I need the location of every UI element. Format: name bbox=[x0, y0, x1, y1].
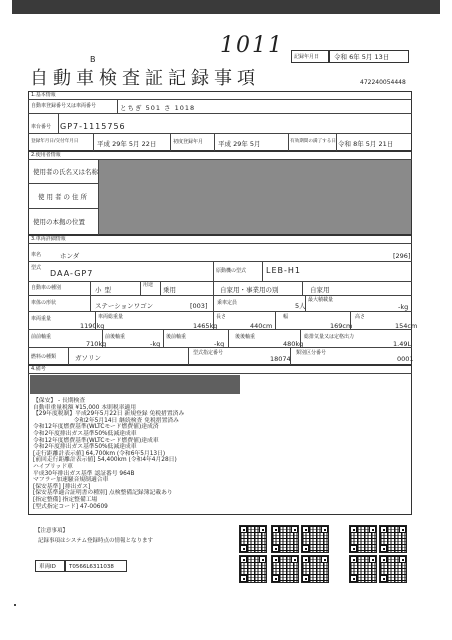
type-value: 小型 bbox=[95, 286, 114, 294]
use-value: 乗用 bbox=[163, 286, 176, 294]
reg-number-label: 自動車登録番号又は車両番号 bbox=[31, 103, 97, 109]
first-reg-label: 登録年月日/交付年月日 bbox=[31, 139, 79, 144]
max-load-value: -kg bbox=[398, 303, 409, 311]
vehicle-id-value-box bbox=[65, 560, 127, 572]
chassis-value: GP7-1115756 bbox=[60, 122, 126, 131]
qr-code bbox=[380, 556, 406, 582]
maker-value: ホンダ bbox=[60, 252, 80, 260]
first-reg-value: 平成 29年 5月 22日 bbox=[97, 140, 157, 148]
qr-code bbox=[350, 556, 376, 582]
remark-line: 【29年度税制】平成29年5月22日 新規登録 免税措置済み bbox=[33, 411, 185, 418]
user-info-title: 2.使用者情報 bbox=[31, 152, 61, 158]
remark-line: 令和12年度燃費基準(WLTCモード燃費値)達成車 bbox=[33, 437, 159, 444]
remark-line: 【保安】 - 長期検査 bbox=[33, 398, 86, 404]
private-value: 自家用 bbox=[310, 286, 330, 294]
expiry-value: 令和 8年 5月 21日 bbox=[338, 140, 394, 148]
remark-line: 令和2年度排出ガス基準50%低減達成車 bbox=[33, 444, 137, 451]
record-date-value-box bbox=[329, 50, 409, 63]
redacted-user-info bbox=[99, 160, 411, 234]
qr-code bbox=[240, 556, 266, 582]
shape-code: [003] bbox=[190, 302, 208, 310]
shape-label: 車体の形状 bbox=[31, 300, 57, 306]
qr-code bbox=[272, 556, 298, 582]
maker-label: 車名 bbox=[31, 252, 42, 258]
top-bar bbox=[12, 0, 440, 14]
qr-code bbox=[240, 526, 266, 552]
record-date-label-box bbox=[291, 50, 329, 63]
gross-weight-value: 1465kg bbox=[193, 322, 218, 330]
scan-speck bbox=[14, 604, 16, 606]
front-axle-label: 前前軸重 bbox=[31, 334, 52, 340]
type-approval-label: 型式指定番号 bbox=[193, 350, 224, 356]
model-label: 型式 bbox=[31, 265, 42, 271]
remark-line: [保安基準適合証明書の種別] 点検整備記録簿記載あり bbox=[33, 490, 173, 497]
document-title: 自動車検査証記録事項 bbox=[30, 68, 260, 89]
max-load-label: 最大積載量 bbox=[308, 297, 334, 303]
remark-line: 令和12年度燃費基準(WLTCモード燃費値)達成済 bbox=[33, 424, 159, 431]
height-label: 高さ bbox=[355, 314, 366, 320]
remarks-lines bbox=[33, 398, 184, 510]
remark-line: 令和2年5月14日 継続検査 免税措置済み bbox=[33, 417, 179, 424]
user-name-label: 使用者の氏名又は名称 bbox=[33, 168, 98, 176]
front-axle-value: 710kg bbox=[86, 340, 107, 348]
first-year-value: 平成 29年 5月 bbox=[218, 140, 261, 148]
engine-value: LEB-H1 bbox=[266, 266, 301, 275]
notice-title: 【注意事項】 bbox=[35, 528, 69, 534]
record-date-value: 令和 6年 5月 13日 bbox=[334, 53, 390, 61]
displacement-label: 総排気量又は定格出力 bbox=[304, 334, 355, 340]
category-value: 0001 bbox=[397, 355, 414, 363]
record-date-label: 記録年月日 bbox=[294, 54, 320, 60]
qr-code bbox=[302, 526, 328, 552]
remark-line: 自動車重量税額 ¥15,000 本則税率適用 bbox=[33, 404, 137, 411]
redacted-remarks-bar bbox=[30, 375, 240, 394]
height-value: 154cm bbox=[395, 322, 418, 330]
private-label: 自家用・事業用の別 bbox=[220, 286, 279, 294]
width-value: 169cm bbox=[330, 322, 353, 330]
qr-code bbox=[350, 526, 376, 552]
vehicle-id-label: 車両ID bbox=[39, 564, 56, 570]
qr-code bbox=[302, 556, 328, 582]
type-approval-value: 18074 bbox=[270, 355, 291, 363]
base-location-label: 使用の本拠の位置 bbox=[33, 218, 85, 226]
gross-weight-label: 車両総重量 bbox=[98, 314, 124, 320]
remark-line: [前回走行距離計表示値] 54,400km (令和4年4月28日) bbox=[33, 457, 177, 464]
user-address-label: 使用者の住所 bbox=[38, 193, 89, 201]
engine-label: 原動機の型式 bbox=[216, 268, 247, 274]
category-label: 類別区分番号 bbox=[296, 350, 327, 356]
vehicle-id-value: T0566L6311038 bbox=[69, 564, 114, 570]
remark-line: ハイブリッド車 bbox=[33, 463, 73, 470]
first-year-label: 初度登録年月 bbox=[173, 139, 204, 145]
width-label: 幅 bbox=[283, 314, 289, 320]
remark-line: [指定整備] 指定整備工場 bbox=[33, 496, 98, 503]
front-rear-axle-label: 前後軸重 bbox=[105, 334, 126, 340]
remark-line: 平成30年排出ガス基準 認証番号 964B bbox=[33, 470, 135, 477]
rear-axle-label: 後後軸重 bbox=[235, 334, 256, 340]
vehicle-title: 3.車両詳細情報 bbox=[31, 236, 66, 242]
weight-value: 1190kg bbox=[80, 322, 105, 330]
chassis-label: 車台番号 bbox=[31, 124, 52, 130]
fuel-label: 燃料の種類 bbox=[31, 354, 57, 360]
qr-code bbox=[380, 526, 406, 552]
notice-text: 記録事項はシステム登録時点の情報となります bbox=[38, 538, 153, 544]
document-number: 472240054448 bbox=[360, 79, 406, 86]
remark-line: マフラー加速騒音規制適合車 bbox=[33, 477, 109, 484]
maker-code: [296] bbox=[393, 252, 411, 260]
fuel-value: ガソリン bbox=[75, 354, 101, 362]
qr-code bbox=[272, 526, 298, 552]
model-value: DAA-GP7 bbox=[50, 269, 94, 278]
remark-line: [型式指定コード] 47-00609 bbox=[33, 503, 108, 510]
length-value: 440cm bbox=[250, 322, 273, 330]
reg-number-value: とちぎ 501 さ 1018 bbox=[120, 104, 196, 112]
length-label: 長さ bbox=[216, 314, 227, 320]
remark-line: [走行距離計表示値] 64,700km (令和6年5月13日) bbox=[33, 450, 166, 457]
remark-line: 令和2年度排出ガス基準50%低減達成車 bbox=[33, 430, 137, 437]
front-rear-axle-value: -kg bbox=[150, 340, 161, 348]
capacity-label: 乗車定員 bbox=[217, 300, 238, 306]
remarks-title: 4.備考 bbox=[31, 366, 46, 372]
expiry-label: 有効期間の満了する日 bbox=[290, 139, 336, 144]
vehicle-id-label-box bbox=[35, 560, 65, 572]
handwritten-number: 1011 bbox=[220, 33, 284, 58]
use-label: 用途 bbox=[143, 282, 154, 288]
basic-info-title: 1.基本情報 bbox=[31, 92, 56, 98]
weight-label: 車両重量 bbox=[31, 316, 52, 322]
displacement-value: 1.49L bbox=[393, 340, 412, 348]
rear-front-axle-value: -kg bbox=[214, 340, 225, 348]
capacity-value: 5人 bbox=[295, 302, 306, 310]
rear-front-axle-label: 後前軸重 bbox=[166, 334, 187, 340]
shape-value: ステーションワゴン bbox=[95, 302, 154, 310]
grade-mark: B bbox=[90, 55, 96, 64]
remark-line: [保安基準] [排出ガス] bbox=[33, 483, 91, 490]
type-label: 自動車の種別 bbox=[31, 285, 62, 291]
rear-axle-value: 480kg bbox=[283, 340, 304, 348]
